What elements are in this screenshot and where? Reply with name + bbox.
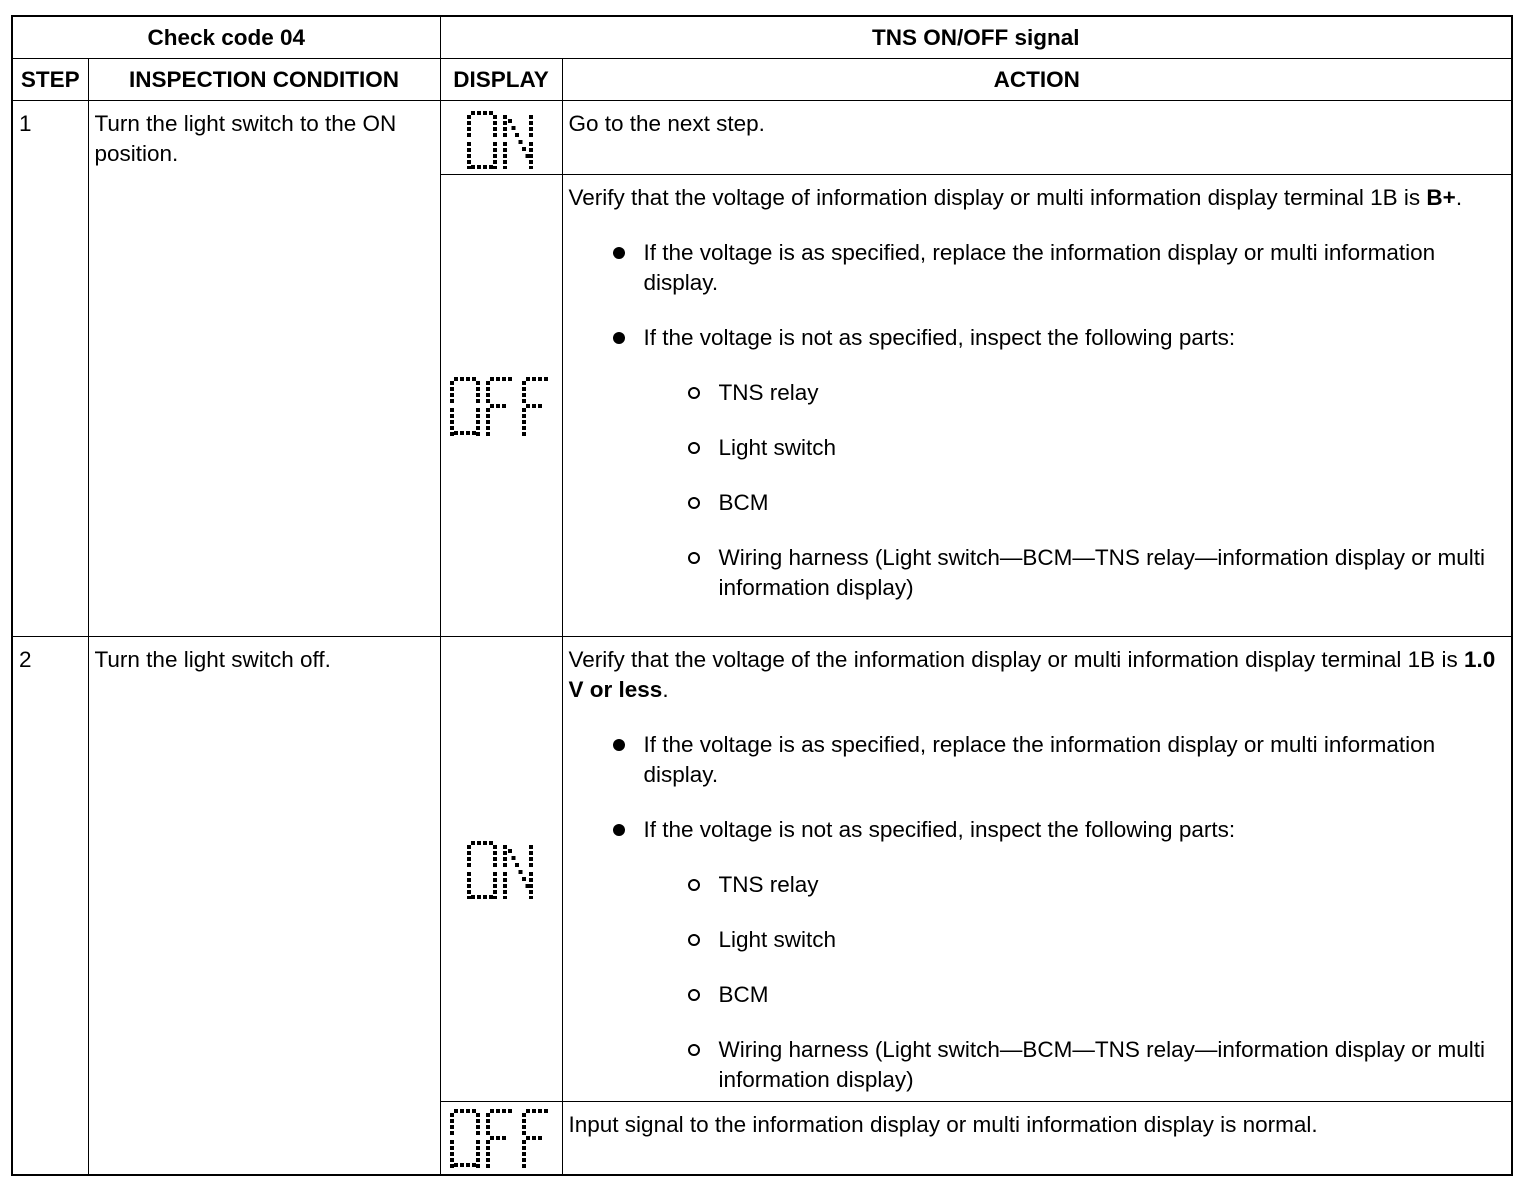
step-number: 1 [12,101,88,637]
lcd-on-icon [463,839,539,899]
circle-bullet-icon [688,989,700,1001]
part-item: Light switch [569,925,1502,955]
bullet-item: If the voltage is not as specified, inspect the following parts: TNS relay Light switch BCM Wiring harness (Light switch—BCM—TNS relay—information display or multi information display) [569,815,1502,1095]
circle-bullet-icon [688,1044,700,1056]
display-on-cell [440,637,562,1102]
bullet-icon [613,247,625,259]
display-off-cell [440,1102,562,1175]
display-on-cell [440,101,562,175]
circle-bullet-icon [688,934,700,946]
part-item: Wiring harness (Light switch—BCM—TNS relay—information display or multi information display) [569,1035,1502,1095]
display-off-cell [440,175,562,637]
bullet-icon [613,739,625,751]
inspection-condition: Turn the light switch to the ON position. [88,101,440,637]
part-item: Wiring harness (Light switch—BCM—TNS relay—information display or multi information display) [569,543,1502,603]
circle-bullet-icon [688,387,700,399]
part-item: BCM [569,488,1502,518]
check-code-title: Check code 04 [12,16,440,59]
part-item: BCM [569,980,1502,1010]
lcd-on-icon [463,109,539,169]
circle-bullet-icon [688,552,700,564]
display-header: DISPLAY [440,59,562,101]
part-item: Light switch [569,433,1502,463]
action-lead: Verify that the voltage of the information display or multi information display terminal 1B is 1.0 V or less. [568,647,1496,702]
bullet-item: If the voltage is as specified, replace the information display or multi information display. [569,730,1502,790]
action-header: ACTION [562,59,1512,101]
bullet-item: If the voltage is as specified, replace the information display or multi information display. [569,238,1502,298]
bullet-item: If the voltage is not as specified, inspect the following parts: TNS relay Light switch BCM Wiring harness (Light switch—BCM—TNS relay—information display or multi information display) [569,323,1502,603]
step-number: 2 [12,637,88,1175]
lcd-off-icon [446,1107,556,1169]
action-cell [562,637,1512,1102]
part-item: TNS relay [569,870,1502,900]
circle-bullet-icon [688,442,700,454]
check-code-table [11,15,1513,1176]
step-header: STEP [12,59,88,101]
circle-bullet-icon [688,497,700,509]
circle-bullet-icon [688,879,700,891]
condition-header: INSPECTION CONDITION [88,59,440,101]
part-item: TNS relay [569,378,1502,408]
bullet-icon [613,332,625,344]
action-cell: Input signal to the information display or multi information display is normal. [562,1102,1512,1175]
bullet-icon [613,824,625,836]
signal-title: TNS ON/OFF signal [440,16,1512,59]
inspection-condition: Turn the light switch off. [88,637,440,1175]
action-lead: Verify that the voltage of information display or multi information display terminal 1B is B+. [568,185,1463,210]
action-cell [562,175,1512,637]
action-cell: Go to the next step. [562,101,1512,175]
lcd-off-icon [446,375,556,437]
